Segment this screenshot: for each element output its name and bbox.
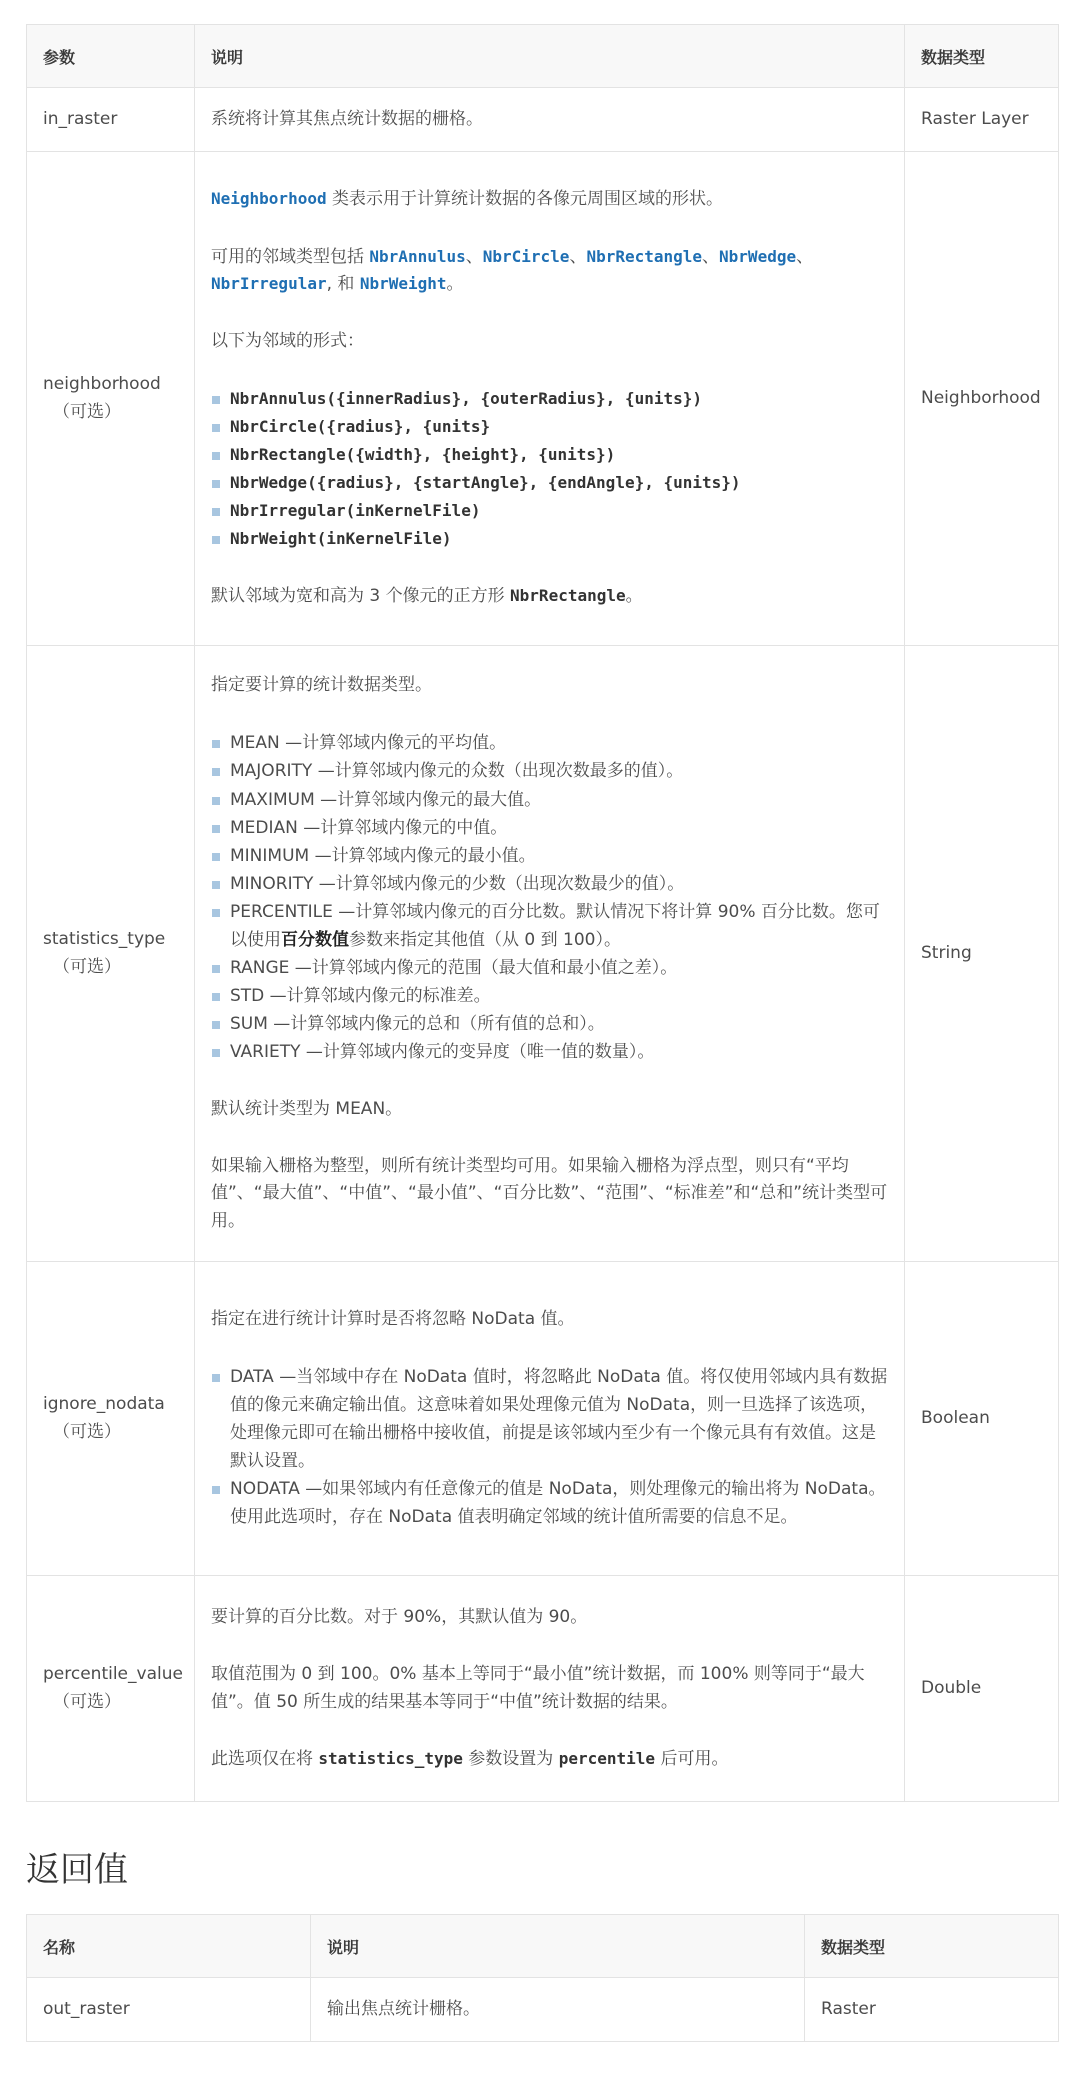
- list-item: SUM —计算邻域内像元的总和（所有值的总和）。: [211, 1010, 888, 1038]
- percentile-intro: 要计算的百分比数。对于 90%，其默认值为 90。: [211, 1607, 588, 1628]
- list-item: NbrRectangle({width}, {height}, {units}): [211, 441, 888, 469]
- parameters-table-header: [27, 25, 1059, 88]
- header-param: 参数: [27, 25, 195, 88]
- list-item: NbrCircle({radius}, {units}: [211, 413, 888, 441]
- neighborhood-types: 可用的邻域类型包括 NbrAnnulus、NbrCircle、NbrRectangle、NbrWedge、NbrIrregular, 和 NbrWeight。: [211, 246, 814, 294]
- neighborhood-forms-list: [211, 385, 888, 553]
- list-item: MAJORITY —计算邻域内像元的众数（出现次数最多的值）。: [211, 757, 888, 785]
- optional-label: （可选）: [53, 401, 121, 422]
- header-type: 数据类型: [805, 1915, 1059, 1978]
- param-name: percentile_value （可选）: [27, 1576, 195, 1802]
- statistics-list: [211, 729, 888, 1066]
- neighborhood-default: 默认邻域为宽和高为 3 个像元的正方形 NbrRectangle。: [211, 586, 643, 607]
- table-row-neighborhood: [27, 152, 1059, 646]
- optional-label: （可选）: [53, 1421, 121, 1442]
- table-row-ignore-nodata: [27, 1262, 1059, 1576]
- return-description: 输出焦点统计栅格。: [311, 1978, 805, 2042]
- list-item: MAXIMUM —计算邻域内像元的最大值。: [211, 786, 888, 814]
- neighborhood-link[interactable]: Neighborhood: [211, 189, 327, 209]
- param-name: ignore_nodata （可选）: [27, 1262, 195, 1576]
- table-row-in-raster: [27, 88, 1059, 152]
- neighborhood-forms-intro: 以下为邻域的形式：: [211, 330, 364, 351]
- param-description: 系统将计算其焦点统计数据的栅格。: [195, 88, 905, 152]
- list-item: RANGE —计算邻域内像元的范围（最大值和最小值之差）。: [211, 954, 888, 982]
- list-item: NbrWeight(inKernelFile): [211, 525, 888, 553]
- return-table-header: [27, 1915, 1059, 1978]
- return-type: Raster: [805, 1978, 1059, 2042]
- param-description: [195, 646, 905, 1262]
- parameters-table: [26, 24, 1059, 1802]
- nbrannulus-link[interactable]: NbrAnnulus: [369, 246, 466, 266]
- statistics-default: 默认统计类型为 MEAN。: [211, 1099, 403, 1119]
- list-item: NbrIrregular(inKernelFile): [211, 497, 888, 525]
- header-name: 名称: [27, 1915, 311, 1978]
- nbrcircle-link[interactable]: NbrCircle: [482, 246, 570, 266]
- table-row-out-raster: [27, 1978, 1059, 2042]
- nbrirregular-link[interactable]: NbrIrregular: [211, 273, 327, 293]
- header-desc: 说明: [311, 1915, 805, 1978]
- percentile-note: 此选项仅在将 statistics_type 参数设置为 percentile 后可用。: [211, 1748, 729, 1769]
- param-name: statistics_type （可选）: [27, 646, 195, 1262]
- list-item: NODATA —如果邻域内有任意像元的值是 NoData，则处理像元的输出将为 NoData。使用此选项时，存在 NoData 值表明确定邻域的统计值所需要的信息不足。: [211, 1475, 888, 1531]
- param-type: Boolean: [905, 1262, 1059, 1576]
- list-item: NbrAnnulus({innerRadius}, {outerRadius}, {units}): [211, 385, 888, 413]
- return-values-table: [26, 1914, 1059, 2042]
- param-description: [195, 152, 905, 646]
- nbrrectangle-link[interactable]: NbrRectangle: [586, 246, 703, 266]
- param-type: Neighborhood: [905, 152, 1059, 646]
- param-description: [195, 1262, 905, 1576]
- percentile-range: 取值范围为 0 到 100。0% 基本上等同于“最小值”统计数据，而 100% 则等同于“最大值”。值 50 所生成的结果基本等同于“中值”统计数据的结果。: [211, 1664, 865, 1712]
- ignore-nodata-list: [211, 1363, 888, 1531]
- statistics-intro: 指定要计算的统计数据类型。: [211, 675, 432, 696]
- optional-label: （可选）: [53, 956, 121, 977]
- param-name: neighborhood （可选）: [27, 152, 195, 646]
- list-item: NbrWedge({radius}, {startAngle}, {endAngle}, {units}): [211, 469, 888, 497]
- return-values-heading: 返回值: [26, 1850, 128, 1890]
- nbrweight-link[interactable]: NbrWeight: [359, 273, 447, 293]
- return-name: out_raster: [27, 1978, 311, 2042]
- header-desc: 说明: [195, 25, 905, 88]
- list-item: PERCENTILE —计算邻域内像元的百分比数。默认情况下将计算 90% 百分比数。您可以使用百分数值参数来指定其他值（从 0 到 100）。: [211, 898, 888, 954]
- header-type: 数据类型: [905, 25, 1059, 88]
- ignore-nodata-intro: 指定在进行统计计算时是否将忽略 NoData 值。: [211, 1308, 575, 1329]
- list-item: MEDIAN —计算邻域内像元的中值。: [211, 814, 888, 842]
- param-type: Raster Layer: [905, 88, 1059, 152]
- list-item: MINIMUM —计算邻域内像元的最小值。: [211, 842, 888, 870]
- param-name: in_raster: [27, 88, 195, 152]
- list-item: MINORITY —计算邻域内像元的少数（出现次数最少的值）。: [211, 870, 888, 898]
- table-row-statistics-type: [27, 646, 1059, 1262]
- list-item: MEAN —计算邻域内像元的平均值。: [211, 729, 888, 757]
- list-item: DATA —当邻域中存在 NoData 值时，将忽略此 NoData 值。将仅使用邻域内具有数据值的像元来确定输出值。这意味着如果处理像元值为 NoData，则一旦选择了该选项，处理像元即可在输出栅格中接收值，前提是该邻域内至少有一个像元具有有效值。这是默认设置。: [211, 1363, 888, 1475]
- neighborhood-intro: Neighborhood 类表示用于计算统计数据的各像元周围区域的形状。: [211, 189, 723, 210]
- param-type: String: [905, 646, 1059, 1262]
- nbrwedge-link[interactable]: NbrWedge: [719, 246, 797, 266]
- list-item: STD —计算邻域内像元的标准差。: [211, 982, 888, 1010]
- statistics-note: 如果输入栅格为整型，则所有统计类型均可用。如果输入栅格为浮点型，则只有“平均值”、“最大值”、“中值”、“最小值”、“百分比数”、“范围”、“标准差”和“总和”统计类型可用。: [211, 1156, 888, 1231]
- table-row-percentile-value: [27, 1576, 1059, 1802]
- optional-label: （可选）: [53, 1691, 121, 1712]
- param-description: [195, 1576, 905, 1802]
- param-type: Double: [905, 1576, 1059, 1802]
- list-item: VARIETY —计算邻域内像元的变异度（唯一值的数量）。: [211, 1038, 888, 1066]
